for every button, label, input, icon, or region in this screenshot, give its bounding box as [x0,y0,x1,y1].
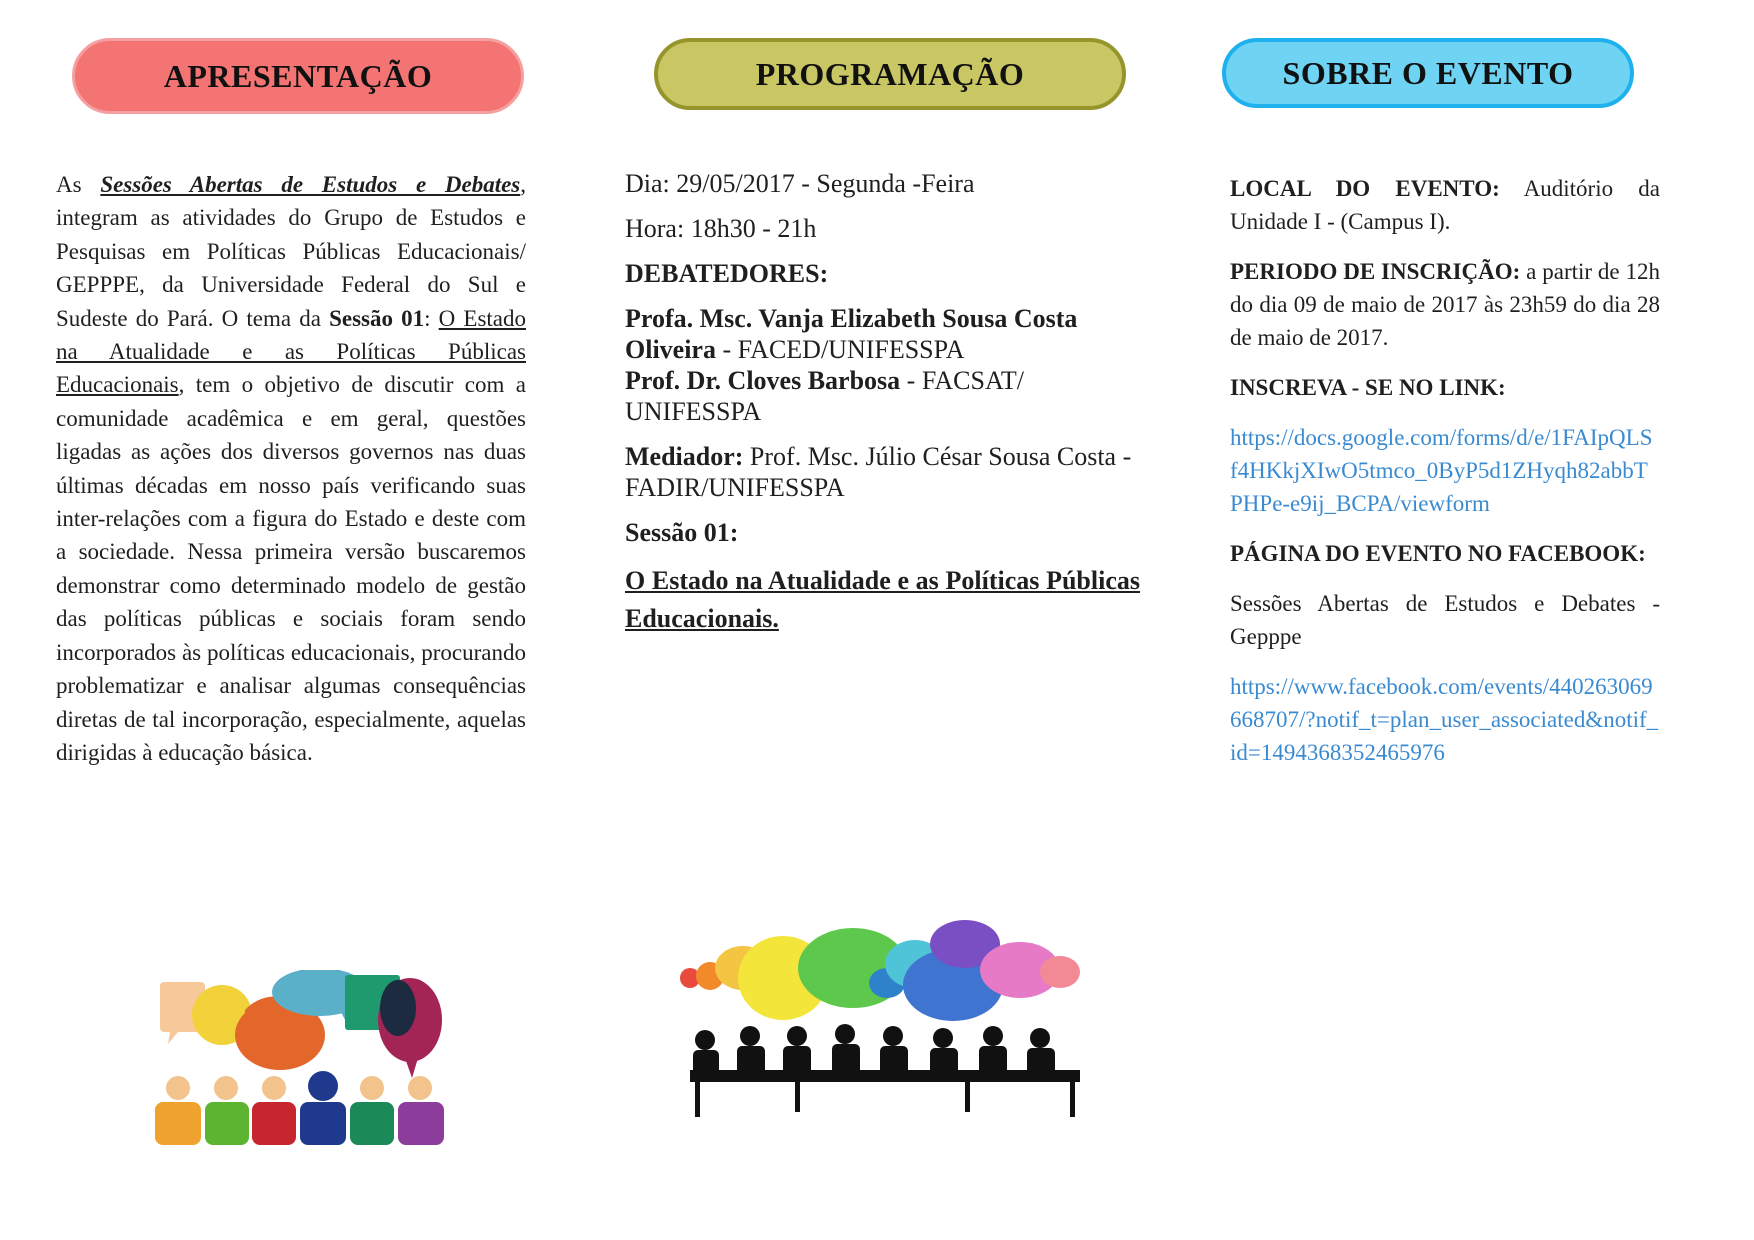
form-link[interactable]: https://docs.google.com/forms/d/e/1FAIpQLSf4HKkjXIwO5tmco_0ByP5d1ZHyqh82abbTPHPe-e9ij_BCPA/viewform [1230,425,1653,516]
apresentacao-column [56,168,526,769]
header-sobre-o-evento [1222,38,1634,108]
person-4 [300,1071,346,1145]
apresentacao-text-1: , integram as atividades do Grupo de Estudos e Pesquisas em Políticas Públicas Educacionais/ GEPPPE, da Universidade Federal do Sul e Sudeste do Pará. O tema da [56,172,527,331]
programacao-column [625,168,1140,638]
debatedor-2-name: Prof. Dr. Cloves Barbosa [625,366,901,395]
apresentacao-text-2: , tem o objetivo de discutir com a comunidade acadêmica e em geral, questões ligadas as ações dos diversos governos nas duas últimas décadas em nosso país verificando suas inter-relações com a figura do Estado e deste com a sociedade. Nessa primeira versão buscaremos demonstrar como determinado modelo de gestão das políticas públicas e sociais foram sendo incorporados às políticas educacionais, procurando problematizar e analisar algumas consequências diretas de tal incorporação, especialmente, aquelas dirigidas à educação básica. [56,372,526,765]
programacao-dia: Dia: 29/05/2017 - Segunda -Feira [625,169,975,198]
person-2 [205,1076,249,1145]
person-5 [350,1076,394,1145]
header-apresentacao [72,38,524,114]
mediador [625,441,1140,503]
local-text: Auditório da Unidade I - (Campus I). [1230,176,1660,234]
mediador-text: Prof. Msc. Júlio César Sousa Costa - FADIR/UNIFESSPA [625,442,1132,502]
header-programacao-label: PROGRAMAÇÃO [755,55,1025,92]
debatedor-1 [625,303,1140,365]
apresentacao-paragraph [56,168,526,769]
periodo-label: PERIODO DE INSCRIÇÃO: [1230,259,1521,284]
person-3 [252,1076,296,1145]
sessao-label: Sessão 01: [625,518,739,547]
debatedor-1-name: Profa. Msc. Vanja Elizabeth Sousa Costa Oliveira [625,304,1078,364]
sessao-title: O Estado na Atualidade e as Políticas Públicas Educacionais. [625,566,1140,633]
apresentacao-colon: : [424,305,439,331]
facebook-name: Sessões Abertas de Estudos e Debates - Gepppe [1230,591,1660,649]
programacao-hora: Hora: 18h30 - 21h [625,214,817,243]
sessao-01-label: Sessão 01 [329,305,425,331]
debatedor-2-inst: - FACSAT/ UNIFESSPA [625,366,1024,426]
facebook-label: PÁGINA DO EVENTO NO FACEBOOK: [1230,541,1646,566]
facebook-link[interactable]: https://www.facebook.com/events/440263069668707/?notif_t=plan_user_associated&notif_id=1494368352465976 [1230,674,1659,765]
people-speech-bubbles-illustration [150,970,450,1145]
mediador-label: Mediador: [625,442,744,471]
sobre-column [1230,172,1660,786]
local-evento [1230,172,1660,238]
local-label: LOCAL DO EVENTO: [1230,176,1500,201]
header-sobre-label: SOBRE O EVENTO [1282,54,1574,91]
person-6 [398,1076,444,1145]
debatedor-1-inst: - FACED/UNIFESSPA [715,335,965,364]
inscreva-label: INSCREVA - SE NO LINK: [1230,375,1506,400]
person-1 [155,1076,201,1145]
meeting-silhouettes-speech-bubbles-illustration [675,920,1090,1130]
periodo-inscricao [1230,255,1660,354]
debatedores-label: DEBATEDORES: [625,259,829,288]
header-apresentacao-label: APRESENTAÇÃO [163,57,433,94]
debatedor-2 [625,365,1140,427]
tema-title: O Estado na Atualidade e as Políticas Públicas Educacionais [56,305,527,398]
apresentacao-as: As [56,172,82,197]
periodo-text: a partir de 12h do dia 09 de maio de 2017 às 23h59 do dia 28 de maio de 2017. [1230,259,1660,350]
sessoes-abertas-title: Sessões Abertas de Estudos e Debates [100,172,521,197]
header-programacao [654,38,1126,110]
